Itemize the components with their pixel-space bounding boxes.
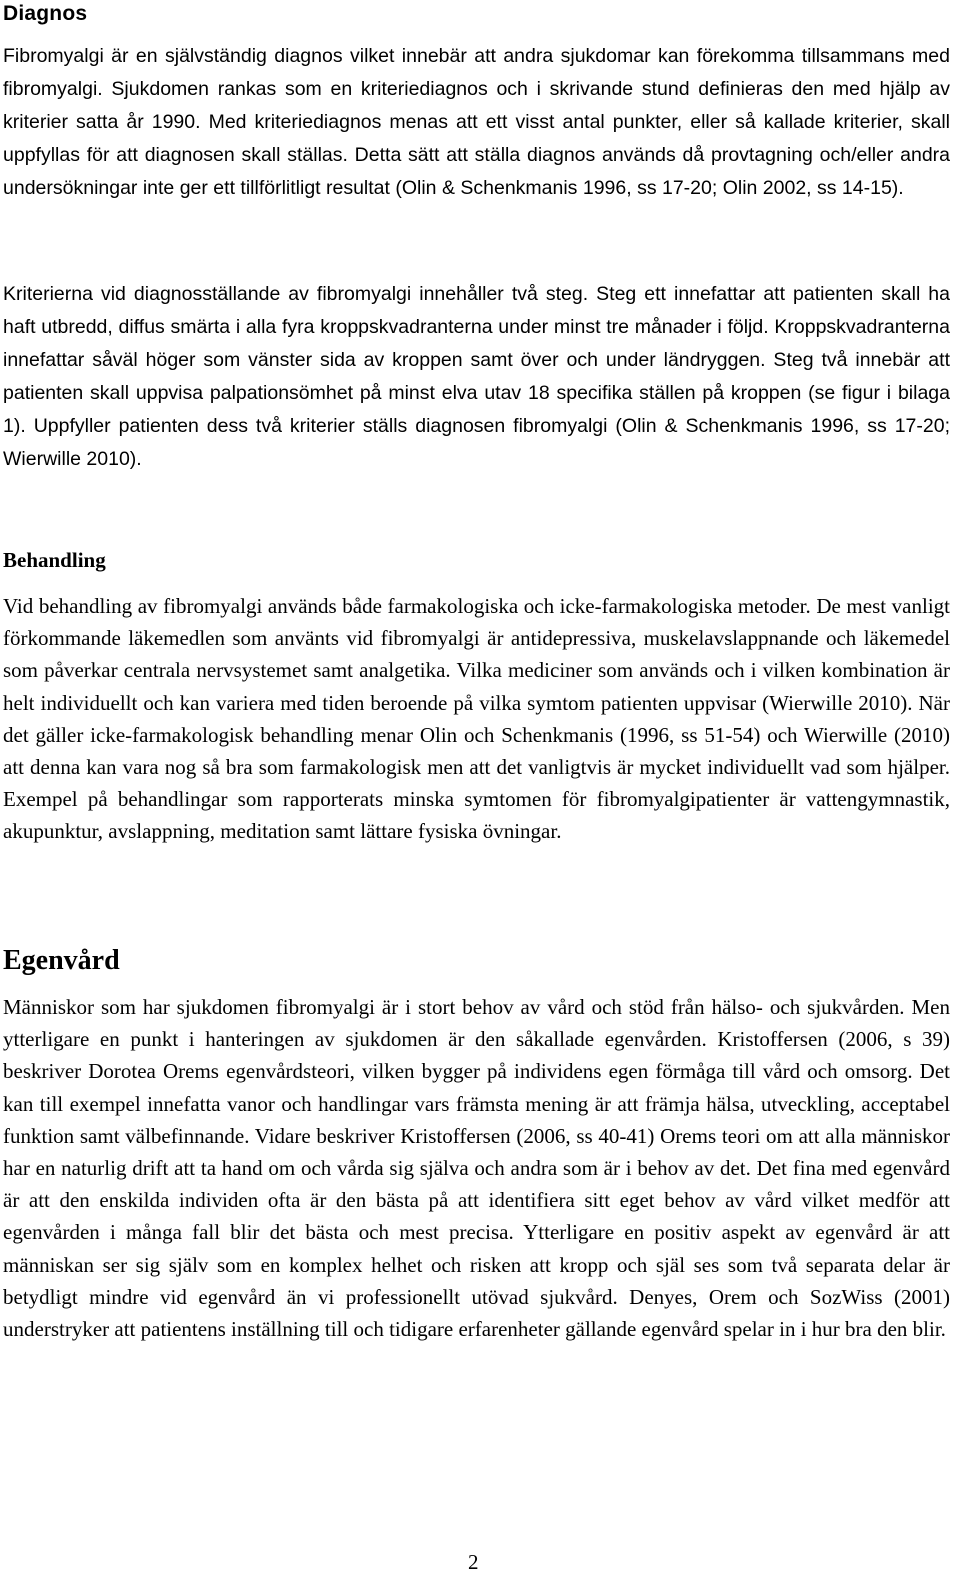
paragraph-egenvard: Människor som har sjukdomen fibromyalgi är i stort behov av vård och stöd från hälso- och sjukvården. Men ytterligare en punkt i hanteringen av sjukdomen är den såkallade egenvården. Kristoffersen (2006, s 39) beskriver Dorotea Orems egenvårdsteori, vilken bygger på individens egen förmåga till vård och omsorg. Det kan till exempel innefatta vanor och handlingar vars främsta mening är att främja hälsa, utveckling, acceptabel funktion samt välbefinnande. Vidare beskriver Kristoffersen (2006, ss 40-41) Orems teori om att alla människor har en naturlig drift att ta hand om och vårda sig själva och andra som är i behov av det. Det fina med egenvård är att den enskilda individen ofta är den bästa på att identifiera sitt eget behov av vård vilket medför att egenvården i många fall blir det bästa och mest precisa. Ytterligare en positiv aspekt av egenvård är att människan ser sig själv som en komplex helhet och risken att kropp och själ ses som två separata delar är betydligt mindre vid egenvård än vi professionellt utövad sjukvård. Denyes, Orem och SozWiss (2001) understryker att patientens inställning till och tidigare erfarenheter gällande egenvård spelar in i hur bra den blir. xyxy=(3,995,950,1342)
paragraph-kriterier: Kriterierna vid diagnosställande av fibromyalgi innehåller två steg. Steg ett innefattar att patienten skall ha haft utbredd, diffus smärta i alla fyra kroppskvadranterna under minst tre månader i följd. Kroppskvadranterna innefattar såväl höger som vänster sida av kroppen samt över och under ländryggen. Steg två innebär att patienten skall uppvisa palpationsömhet på minst elva utav 18 specifika ställen på kroppen (se figur i bilaga 1). Uppfyller patienten dess två kriterier ställs diagnosen fibromyalgi (Olin & Schenkmanis 1996, ss 17-20; Wierwille 2010). xyxy=(3,283,950,470)
paragraph-behandling: Vid behandling av fibromyalgi används både farmakologiska och icke-farmakologiska metoder. De mest vanligt förkommande läkemedlen som använts vid fibromyalgi är antidepressiva, muskelavslappnande och läkemedel som påverkar centrala nervsystemet samt analgetika. Vilka mediciner som används och i vilken kombination är helt individuellt och kan variera med tiden beroende på vilka symtom patienten uppvisar (Wierwille 2010). När det gäller icke-farmakologisk behandling menar Olin och Schenkmanis (1996, ss 51-54) och Wierwille (2010) att denna kan vara nog så bra som farmakologisk men att det vanligtvis är mycket individuellt vad som hjälper. Exempel på behandlingar som rapporterats minska symtomen för fibromyalgipatienter är vattengymnastik, akupunktur, avslappning, meditation samt lättare fysiska övningar. xyxy=(3,594,950,844)
section-heading-egenvard: Egenvård xyxy=(3,945,120,976)
section-heading-behandling: Behandling xyxy=(3,548,106,572)
paragraph-diagnos: Fibromyalgi är en självständig diagnos vilket innebär att andra sjukdomar kan förekomma tillsammans med fibromyalgi. Sjukdomen rankas som en kriteriediagnos och i skrivande stund definieras den med hjälp av kriterier satta år 1990. Med kriteriediagnos menas att ett visst antal punkter, eller så kallade kriterier, skall uppfyllas för att diagnosen skall ställas. Detta sätt att ställa diagnos används då provtagning och/eller andra undersökningar inte ger ett tillförlitligt resultat (Olin & Schenkmanis 1996, ss 17-20; Olin 2002, ss 14-15). xyxy=(3,45,950,199)
page-number: 2 xyxy=(468,1550,479,1574)
section-heading-diagnos: Diagnos xyxy=(3,2,88,25)
